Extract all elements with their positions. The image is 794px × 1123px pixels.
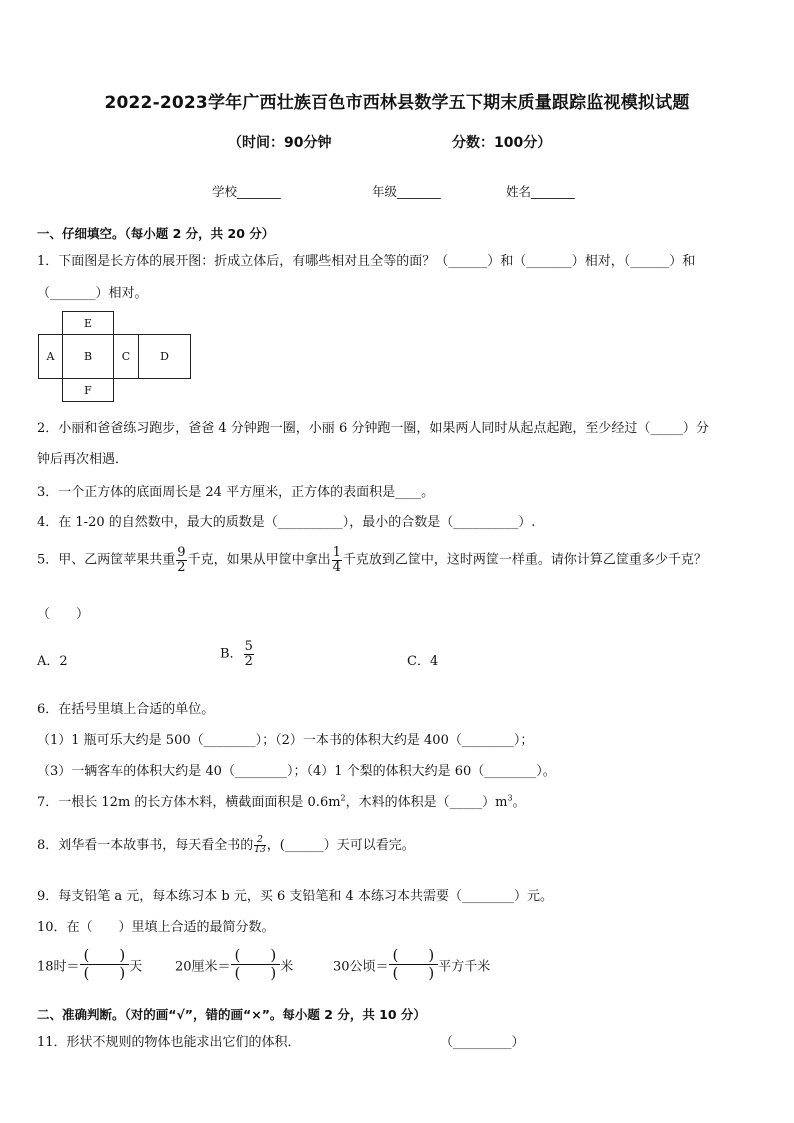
- net-face-b: B: [62, 334, 114, 379]
- q10-item-centimeters: 20厘米＝ $\frac{( )}{( )}$ 米: [175, 946, 294, 983]
- q6-line2: （1）1 瓶可乐大约是 500（________）；（2）一本书的体积大约是 400（________）；: [37, 733, 534, 748]
- q6-line1: 6．在括号里填上合适的单位。: [37, 702, 215, 717]
- q6-line3: （3）一辆客车的体积大约是 40（________）；（4）1 个梨的体积大约是 60（________）。: [37, 764, 556, 779]
- q8-text: 8．刘华看一本故事书，每天看全书的 $\frac{2}{13}$ ，(______）天可以看完。: [37, 834, 415, 855]
- q1-line2: （_______）相对。: [37, 286, 148, 301]
- q10-item-hectares: 30公顷＝ $\frac{( )}{( )}$ 平方千米: [333, 946, 491, 983]
- net-face-c: C: [113, 334, 139, 379]
- net-face-d: D: [138, 334, 191, 379]
- q11-answer-paren[interactable]: （_________）: [440, 1035, 525, 1050]
- q5-answer-paren: （ ）: [37, 607, 90, 622]
- q10-item-hours: 18时＝ $\frac{( )}{( )}$ 天: [37, 946, 143, 983]
- q5-part2: 千克，如果从甲筐中拿出: [187, 552, 331, 568]
- q5-part1: 5．甲、乙两筐苹果共重: [37, 552, 176, 568]
- q5-option-b: B． $\frac{5}{2}$: [220, 639, 253, 669]
- q11-text: 11．形状不规则的物体也能求出它们的体积．: [37, 1035, 301, 1050]
- q1-line1: 1．下面图是长方体的展开图：折成立体后，有哪些相对且全等的面？（______）和（_______）相对，（______）和: [37, 254, 696, 269]
- q5-option-c: C．4: [407, 654, 439, 669]
- net-face-a: A: [38, 334, 63, 379]
- exam-time: （时间：90分钟: [228, 135, 332, 151]
- grade-field: 年级_______: [372, 184, 441, 199]
- section2-heading: 二、准确判断。（对的画“√”，错的画“×”。每小题 2 分，共 10 分）: [37, 1007, 426, 1022]
- exam-score: 分数：100分）: [452, 135, 552, 151]
- q10-blank-fraction-3[interactable]: $\frac{( )}{( )}$: [389, 947, 439, 983]
- q5-part3: 千克放到乙筐中，这时两筐一样重。请你计算乙筐重多少千克？: [342, 552, 707, 568]
- q5-fraction-total: $\frac{9}{2}$: [177, 545, 186, 575]
- q10-blank-fraction-1[interactable]: $\frac{( )}{( )}$: [80, 947, 130, 983]
- section1-heading: 一、仔细填空。（每小题 2 分，共 20 分）: [37, 226, 275, 241]
- q3-text: 3．一个正方体的底面周长是 24 平方厘米，正方体的表面积是____。: [37, 485, 435, 500]
- q5-option-b-fraction: $\frac{5}{2}$: [244, 639, 253, 669]
- q7-text: 7．一根长 12m 的长方体木料，横截面面积是 $0.6m^2$，木料的体积是$(\_\_\_\_\_)m^3$。: [37, 793, 526, 810]
- q10-text: 10．在（ ）里填上合适的最简分数。: [37, 920, 275, 935]
- q9-text: 9．每支铅笔 a 元，每本练习本 b 元，买 6 支铅笔和 4 本练习本共需要（________）元。: [37, 889, 553, 904]
- name-field: 姓名_______: [506, 184, 575, 199]
- q8-fraction: $\frac{2}{13}$: [254, 834, 266, 855]
- net-face-e: E: [62, 311, 114, 335]
- q2-line2: 钟后再次相遇．: [37, 452, 129, 467]
- q5-fraction-moved: $\frac{1}{4}$: [332, 545, 341, 575]
- net-face-f: F: [62, 378, 114, 402]
- q5-stem: [37, 546, 707, 574]
- q4-text: 4．在 1-20 的自然数中，最大的质数是（__________），最小的合数是（__________）.: [37, 515, 536, 530]
- school-field: 学校_______: [212, 184, 281, 199]
- q5-option-a: A．2: [37, 654, 68, 669]
- q2-line1: 2．小丽和爸爸练习跑步，爸爸 4 分钟跑一圈，小丽 6 分钟跑一圈，如果两人同时从起点起跑，至少经过（_____）分: [37, 421, 709, 436]
- q10-blank-fraction-2[interactable]: $\frac{( )}{( )}$: [231, 947, 281, 983]
- exam-title: 2022-2023学年广西壮族百色市西林县数学五下期末质量跟踪监视模拟试题: [104, 93, 690, 113]
